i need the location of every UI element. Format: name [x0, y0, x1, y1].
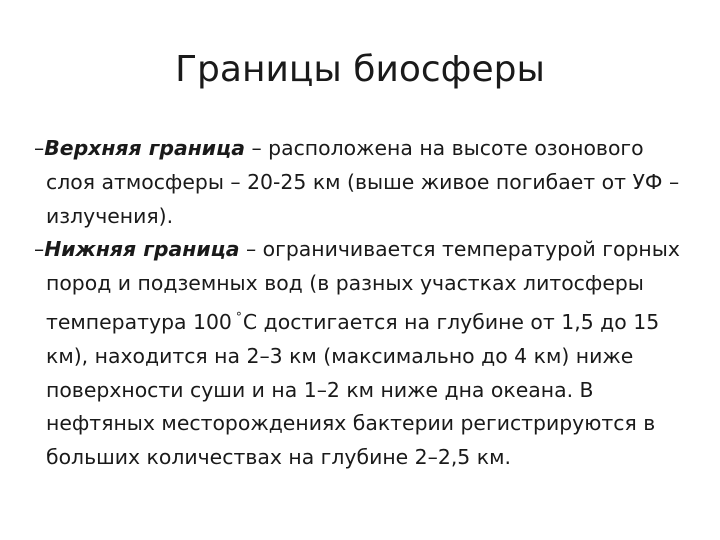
upper-boundary-paragraph — [34, 132, 696, 233]
slide-title: Границы биосферы — [175, 49, 545, 90]
lower-boundary-term: Нижняя граница — [44, 237, 240, 262]
bullet-dash: – — [34, 136, 45, 160]
bullet-dash: – — [34, 237, 45, 262]
slide-body — [34, 132, 696, 475]
upper-boundary-text: – расположена на высоте озонового слоя атмосферы – 20-25 км (выше живое погибает от УФ – излучения). — [46, 136, 680, 228]
degree-sign: ° — [235, 309, 242, 324]
upper-boundary-term: Верхняя граница — [44, 136, 245, 160]
lower-boundary-text-start: – ограничивается температурой горных пород и подземных вод (в разных участках литосферы температура 100 — [46, 237, 680, 334]
lower-boundary-text-end: С достигается на глубине от 1,5 до 15 км), находится на 2–3 км (максимально до 4 км) ниже поверхности суши и на 1–2 км ниже дна океана. В нефтяных месторождениях бактерии регистрируются в больших количествах на глубине 2–2,5 км. — [46, 309, 660, 470]
lower-boundary-paragraph — [34, 233, 696, 475]
